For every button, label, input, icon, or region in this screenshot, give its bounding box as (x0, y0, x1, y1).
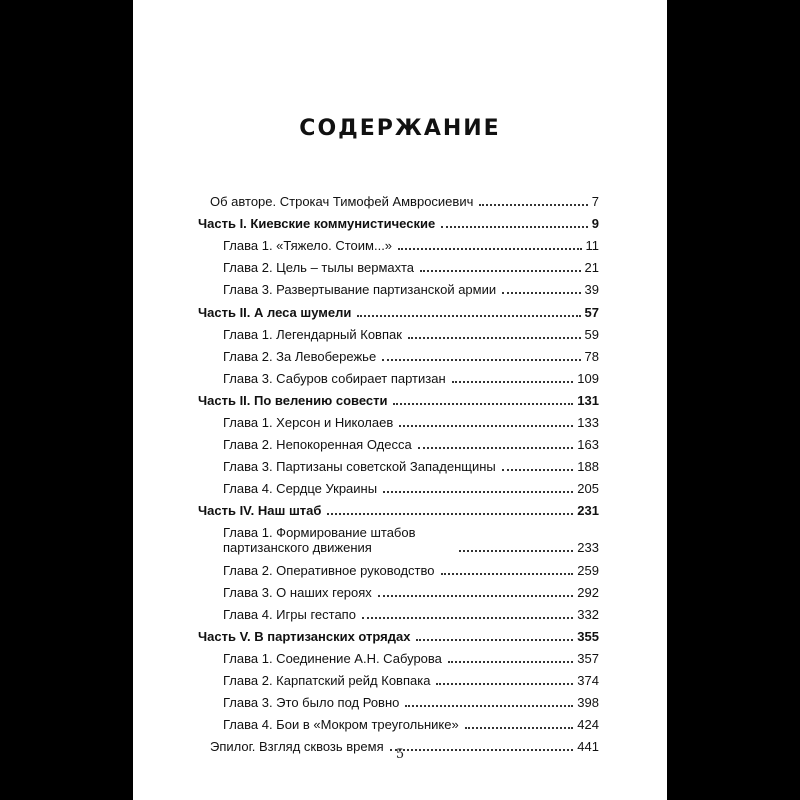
toc-entry-page: 11 (585, 238, 599, 254)
toc-entry-label: Глава 2. За Левобережье (223, 348, 377, 364)
dot-leader (378, 595, 573, 597)
toc-entry-page: 78 (584, 348, 599, 364)
toc-entry-page: 233 (577, 540, 599, 556)
toc-entry-chapter (198, 431, 599, 453)
toc-entry-page: 374 (577, 672, 599, 688)
toc-entry-label: Глава 4. Игры гестапо (223, 606, 356, 622)
toc-entry-chapter (198, 579, 599, 601)
toc-entry-label: Часть II. По велению совести (198, 392, 388, 408)
toc-entry-label: Глава 1. Соединение А.Н. Сабурова (223, 650, 442, 666)
dot-leader (502, 469, 574, 471)
toc-entry-page: 59 (584, 326, 599, 342)
toc-entry-chapter (198, 453, 599, 475)
toc-entry-label: Глава 3. О наших героях (223, 584, 372, 600)
dot-leader (357, 315, 580, 317)
dot-leader (459, 550, 573, 552)
toc-entry-chapter (198, 276, 599, 298)
toc-entry-page: 39 (584, 282, 599, 298)
toc-entry-label: Эпилог. Взгляд сквозь время (210, 739, 384, 755)
toc-entry-chapter (198, 601, 599, 623)
toc-entry-chapter (198, 645, 599, 667)
dot-leader (382, 359, 580, 361)
dot-leader (441, 226, 588, 228)
toc-entry-chapter (198, 409, 599, 431)
toc-entry-part (198, 497, 599, 519)
toc-entry-label: Об авторе. Строкач Тимофей Амвросиевич (210, 194, 474, 210)
dot-leader (398, 248, 581, 250)
toc-entry-chapter (198, 321, 599, 343)
table-of-contents (198, 188, 599, 755)
dot-leader (416, 639, 573, 641)
dot-leader (448, 661, 573, 663)
toc-entry-part (198, 623, 599, 645)
dot-leader (399, 425, 573, 427)
toc-entry-label: Глава 1. Формирование штабов партизанского движения (223, 525, 416, 556)
toc-entry-page: 133 (577, 415, 599, 431)
toc-entry-chapter (198, 689, 599, 711)
toc-entry-page: 205 (577, 481, 599, 497)
toc-entry-label: Глава 1. «Тяжело. Стоим...» (223, 238, 393, 254)
toc-entry-label: Глава 2. Цель – тылы вермахта (223, 260, 415, 276)
dot-leader (362, 617, 573, 619)
toc-entry-page: 332 (577, 606, 599, 622)
toc-entry-label: Глава 2. Карпатский рейд Ковпака (223, 672, 431, 688)
toc-entry-page: 355 (577, 628, 599, 644)
dot-leader (420, 270, 581, 272)
toc-entry-label: Часть II. А леса шумели (198, 304, 352, 320)
toc-entry-chapter (198, 475, 599, 497)
toc-entry-part (198, 298, 599, 320)
toc-entry-page: 9 (591, 216, 599, 232)
toc-entry-page: 424 (577, 717, 599, 733)
dot-leader (502, 292, 580, 294)
toc-entry-chapter (198, 232, 599, 254)
toc-entry-page: 357 (577, 650, 599, 666)
page-title: СОДЕРЖАНИЕ (299, 116, 501, 141)
toc-entry-author (198, 188, 599, 210)
toc-entry-label: Глава 4. Бои в «Мокром треугольнике» (223, 717, 459, 733)
dot-leader (393, 403, 573, 405)
toc-entry-label: Часть IV. Наш штаб (198, 503, 322, 519)
toc-entry-page: 109 (577, 370, 599, 386)
toc-entry-chapter (198, 365, 599, 387)
dot-leader (383, 491, 573, 493)
toc-entry-label: Глава 1. Легендарный Ковпак (223, 326, 402, 342)
toc-entry-chapter (198, 667, 599, 689)
toc-entry-chapter (198, 519, 599, 556)
dot-leader (408, 337, 581, 339)
toc-entry-chapter (198, 343, 599, 365)
toc-entry-page: 163 (577, 437, 599, 453)
toc-entry-part (198, 387, 599, 409)
toc-entry-page: 231 (577, 503, 599, 519)
toc-entry-label: Глава 2. Непокоренная Одесса (223, 437, 412, 453)
toc-entry-part (198, 210, 599, 232)
dot-leader (418, 447, 574, 449)
dot-leader (479, 204, 587, 206)
dot-leader (441, 573, 574, 575)
toc-entry-chapter (198, 711, 599, 733)
toc-entry-label: Глава 3. Развертывание партизанской армии (223, 282, 497, 298)
toc-entry-label: Глава 3. Это было под Ровно (223, 695, 400, 711)
toc-entry-page: 398 (577, 695, 599, 711)
toc-entry-page: 188 (577, 459, 599, 475)
toc-entry-page: 7 (591, 194, 599, 210)
toc-entry-page: 292 (577, 584, 599, 600)
toc-entry-page: 441 (577, 739, 599, 755)
toc-entry-page: 131 (577, 392, 599, 408)
toc-entry-label: Глава 3. Сабуров собирает партизан (223, 370, 446, 386)
toc-entry-label: Часть V. В партизанских отрядах (198, 628, 411, 644)
toc-entry-page: 259 (577, 562, 599, 578)
toc-entry-page: 57 (584, 304, 599, 320)
page-number: 5 (395, 747, 405, 762)
dot-leader (436, 683, 573, 685)
dot-leader (452, 381, 574, 383)
dot-leader (465, 727, 574, 729)
toc-entry-label: Глава 4. Сердце Украины (223, 481, 378, 497)
toc-entry-chapter (198, 254, 599, 276)
toc-entry-label: Глава 2. Оперативное руководство (223, 562, 435, 578)
toc-entry-label: Глава 3. Партизаны советской Западенщины (223, 459, 496, 475)
dot-leader (327, 513, 573, 515)
toc-entry-chapter (198, 556, 599, 578)
book-page (133, 0, 667, 800)
toc-entry-label: Часть I. Киевские коммунистические (198, 216, 436, 232)
toc-entry-label: Глава 1. Херсон и Николаев (223, 415, 394, 431)
dot-leader (405, 705, 573, 707)
toc-entry-page: 21 (584, 260, 599, 276)
